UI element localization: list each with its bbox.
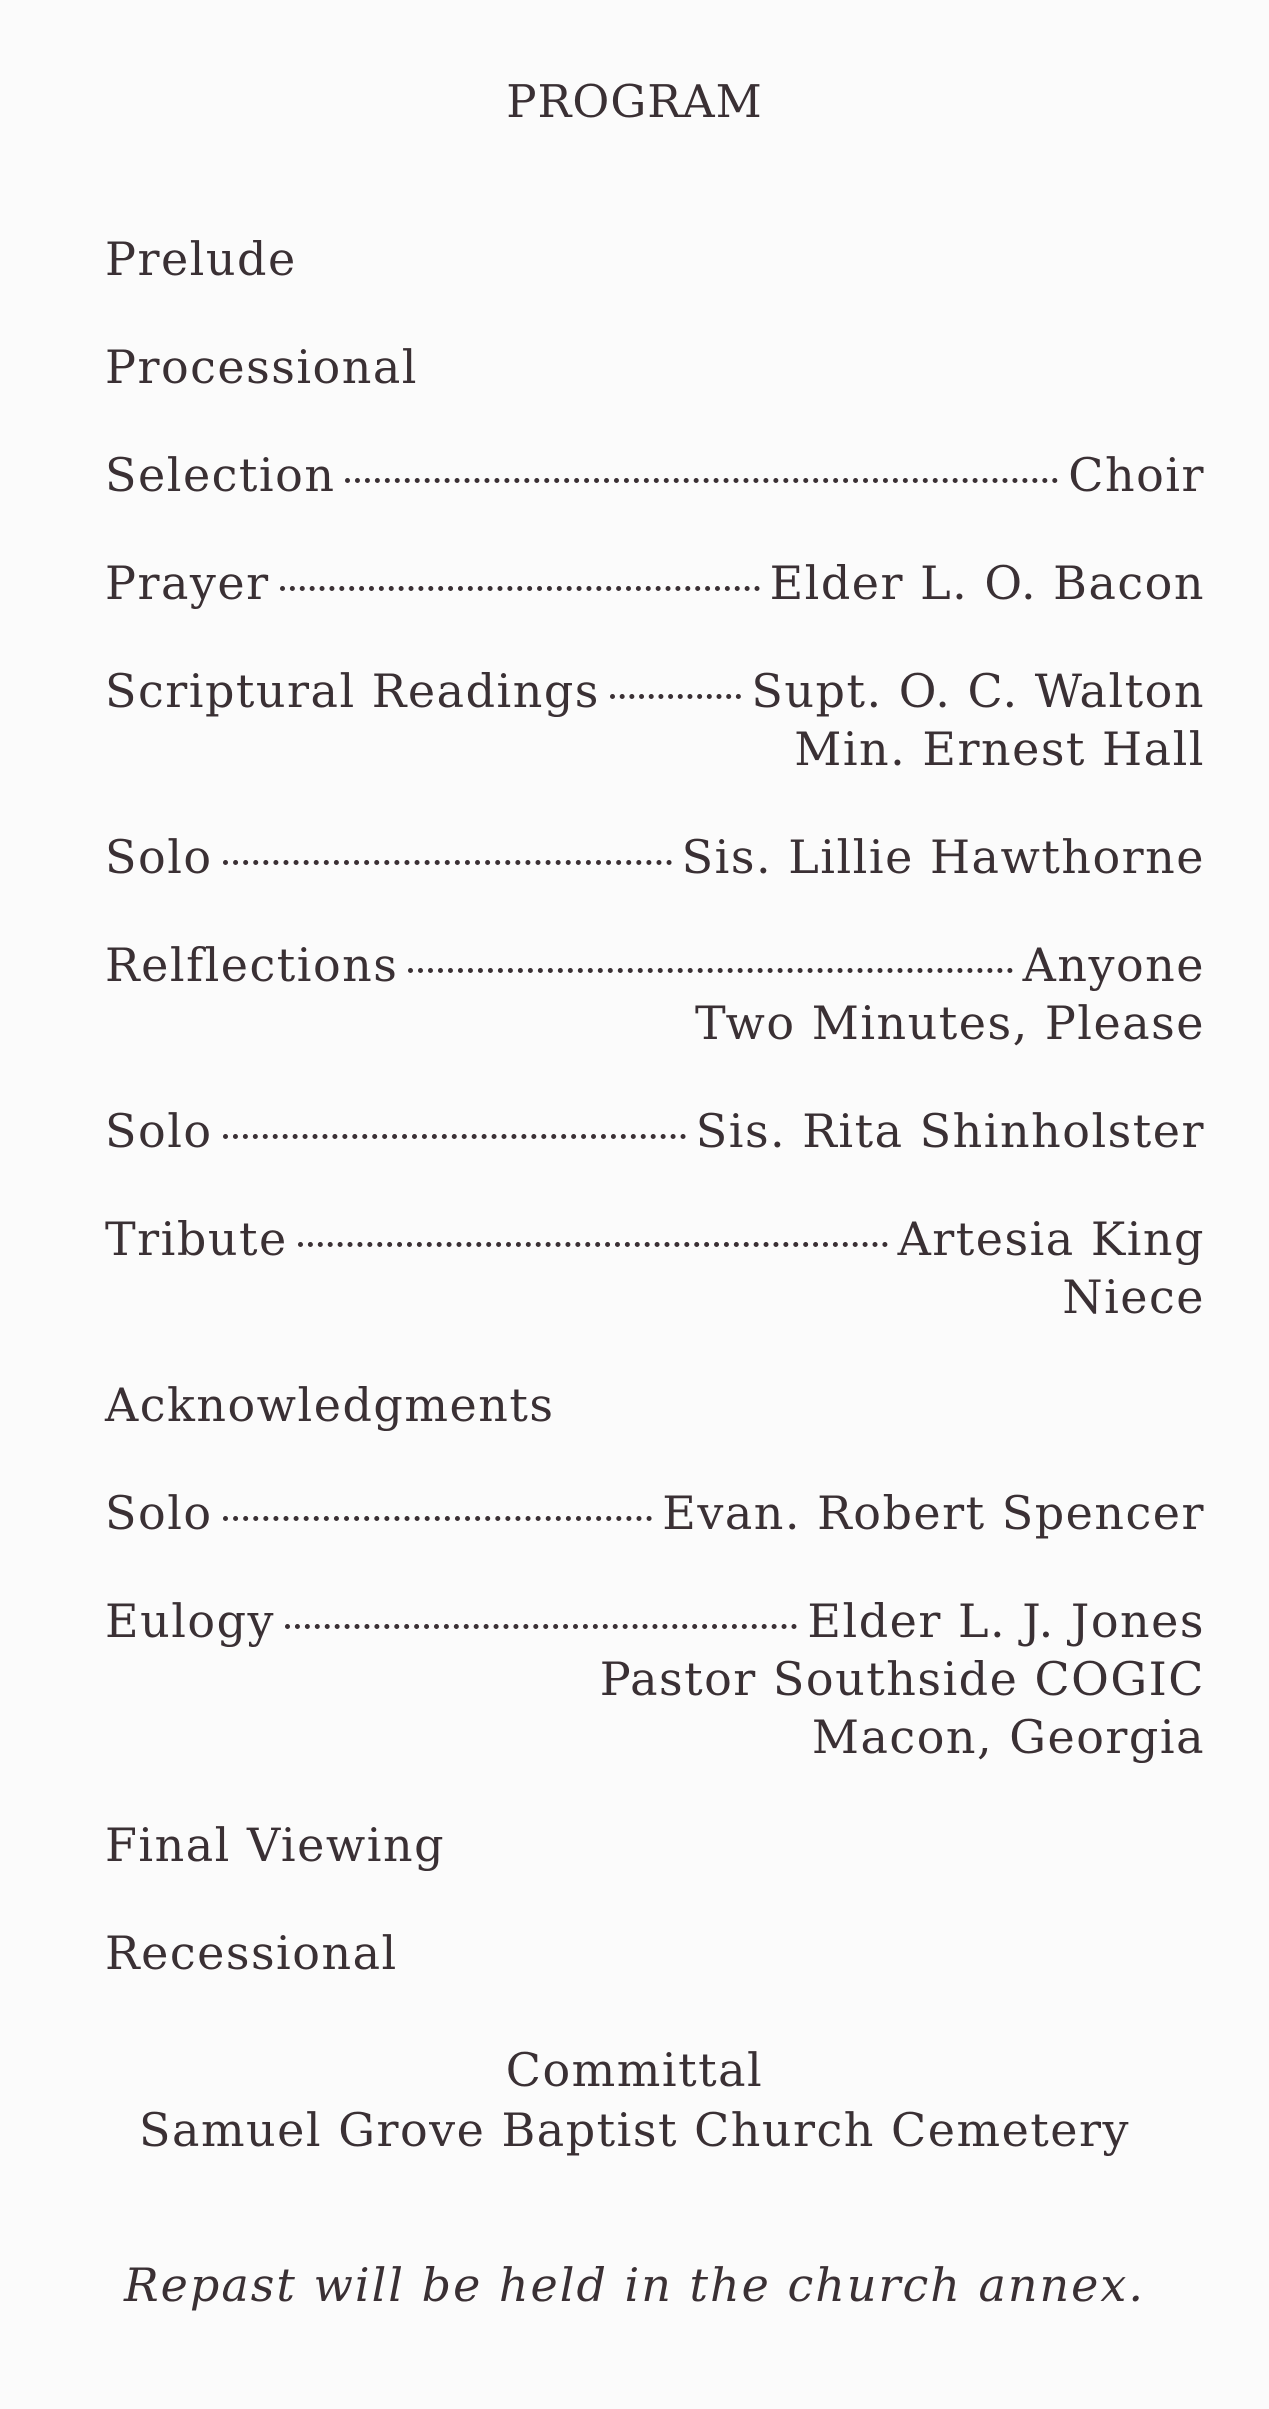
program-item-title: Tribute	[105, 1212, 288, 1266]
dot-leader	[223, 860, 672, 865]
program-items	[105, 230, 1205, 2032]
program-item-participant: Supt. O. C. Walton	[751, 664, 1205, 718]
cemetery-name: Samuel Grove Baptist Church Cemetery	[139, 2103, 1130, 2157]
program-item-title: Prayer	[105, 556, 270, 610]
dot-leader	[285, 1624, 797, 1629]
program-item-title: Solo	[105, 1486, 213, 1540]
program-item-title: Prelude	[105, 232, 297, 286]
program-item-detail: Pastor Southside COGIC	[599, 1652, 1205, 1706]
program-item-row	[105, 936, 1205, 994]
program-item-title: Final Viewing	[105, 1818, 446, 1872]
program-item	[105, 828, 1205, 886]
program-item-title: Eulogy	[105, 1594, 276, 1648]
program-item	[105, 1592, 1205, 1766]
dot-leader	[223, 1516, 653, 1521]
program-item-title: Selection	[105, 448, 336, 502]
program-item-row	[105, 338, 1205, 396]
program-item-title: Solo	[105, 1104, 213, 1158]
program-item-participant: Evan. Robert Spencer	[662, 1486, 1205, 1540]
program-item	[105, 1376, 1205, 1434]
dot-leader	[223, 1134, 686, 1139]
program-item-title: Recessional	[105, 1926, 398, 1980]
program-item-row	[105, 554, 1205, 612]
program-item-participant: Choir	[1068, 448, 1205, 502]
program-item	[105, 446, 1205, 504]
program-item-detail: Two Minutes, Please	[695, 996, 1205, 1050]
repast-note: Repast will be held in the church annex.	[124, 2258, 1145, 2312]
program-item	[105, 1102, 1205, 1160]
program-item-title: Acknowledgments	[105, 1378, 555, 1432]
program-item-participant: Anyone	[1022, 938, 1205, 992]
program-item	[105, 1924, 1205, 1982]
program-item-row	[105, 1210, 1205, 1268]
program-item-title: Solo	[105, 830, 213, 884]
program-item-participant: Elder L. O. Bacon	[769, 556, 1205, 610]
program-item-row	[105, 1484, 1205, 1542]
dot-leader	[298, 1242, 888, 1247]
program-item	[105, 1816, 1205, 1874]
dot-leader	[280, 586, 760, 591]
committal-label: Committal	[505, 2043, 764, 2097]
program-item	[105, 1210, 1205, 1326]
program-item-row	[105, 1102, 1205, 1160]
program-item-row	[105, 828, 1205, 886]
program-item	[105, 662, 1205, 778]
program-item-row	[105, 1376, 1205, 1434]
dot-leader	[345, 478, 1058, 483]
program-item-participant: Artesia King	[897, 1212, 1205, 1266]
program-item-participant: Elder L. J. Jones	[807, 1594, 1205, 1648]
program-item-title: Scriptural Readings	[105, 664, 600, 718]
program-item-row	[105, 446, 1205, 504]
program-item-row	[105, 1816, 1205, 1874]
dot-leader	[408, 968, 1012, 973]
program-item-row	[105, 1592, 1205, 1650]
program-item-row	[105, 1924, 1205, 1982]
program-item	[105, 1484, 1205, 1542]
program-item	[105, 230, 1205, 288]
program-item-title: Relflections	[105, 938, 399, 992]
program-item-row	[105, 230, 1205, 288]
program-item-detail: Macon, Georgia	[811, 1710, 1205, 1764]
program-heading: PROGRAM	[506, 75, 763, 128]
program-item-participant: Sis. Lillie Hawthorne	[681, 830, 1205, 884]
program-item-detail: Min. Ernest Hall	[794, 722, 1205, 776]
program-item-row	[105, 662, 1205, 720]
program-item-participant: Sis. Rita Shinholster	[695, 1104, 1205, 1158]
program-item-title: Processional	[105, 340, 419, 394]
program-item	[105, 554, 1205, 612]
dot-leader	[610, 694, 741, 699]
program-item	[105, 338, 1205, 396]
program-item-detail: Niece	[1062, 1270, 1205, 1324]
program-item	[105, 936, 1205, 1052]
